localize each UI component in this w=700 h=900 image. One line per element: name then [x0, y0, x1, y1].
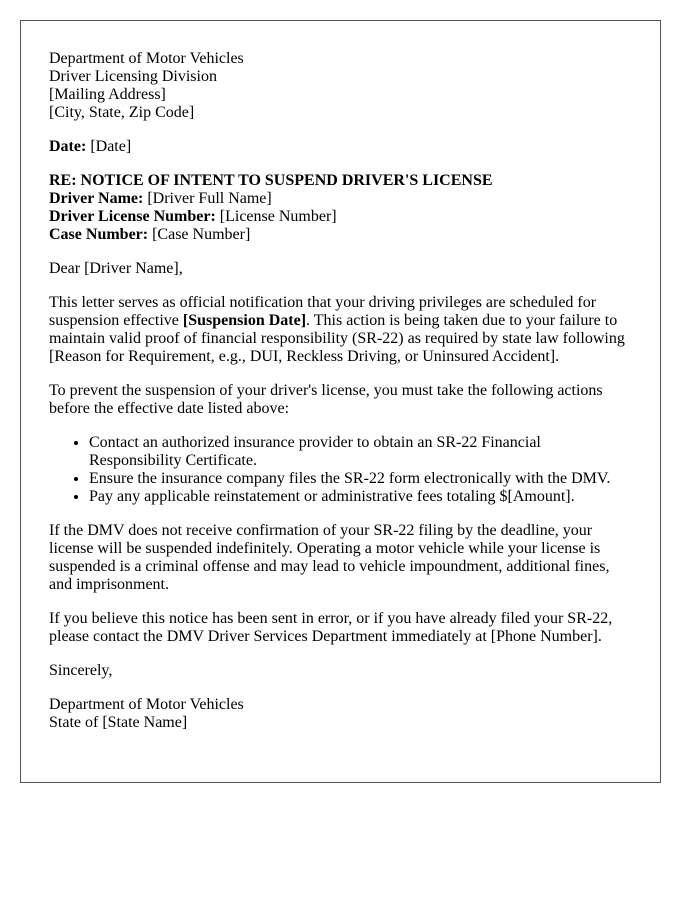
case-label: Case Number: [49, 226, 149, 243]
sender-line: [Mailing Address] [49, 86, 166, 103]
salutation: Dear [Driver Name], [49, 260, 183, 277]
text: . This action is being taken due to your failure to maintain valid proof of financial responsibility (SR-22) as required by state law following [Reason for Requirement, e.g., DUI, Reckless Driving, or Uninsured Accident]. [49, 312, 625, 365]
action-list [49, 434, 632, 506]
subject: RE: NOTICE OF INTENT TO SUSPEND DRIVER'S LICENSE [49, 172, 493, 189]
license-number: [License Number] [219, 208, 337, 225]
paragraph-consequences: If the DMV does not receive confirmation of your SR-22 filing by the deadline, your license will be suspended indefinitely. Operating a motor vehicle while your license is suspended is a criminal offense and may lead to vehicle impoundment, additional fines, and imprisonment. [49, 522, 610, 593]
sender-address [49, 50, 632, 122]
list-item: • Pay any applicable reinstatement or administrative fees totaling $[Amount]. [89, 488, 632, 506]
driver-name-label: Driver Name: [49, 190, 144, 207]
date-label: Date: [49, 138, 87, 155]
signature-line: Department of Motor Vehicles [49, 696, 244, 713]
list-item: • Ensure the insurance company files the SR-22 form electronically with the DMV. [89, 470, 632, 488]
driver-name: [Driver Full Name] [147, 190, 272, 207]
signature-line: State of [State Name] [49, 714, 188, 731]
reference-block [49, 172, 632, 244]
case-number: [Case Number] [152, 226, 251, 243]
license-label: Driver License Number: [49, 208, 216, 225]
sender-line: Driver Licensing Division [49, 68, 217, 85]
signature [49, 696, 632, 732]
letter [20, 20, 661, 783]
date-value: [Date] [90, 138, 132, 155]
text: This letter serves as official notification that your driving privileges are scheduled for suspension effective [49, 294, 597, 329]
date-line [49, 138, 632, 156]
sender-line: [City, State, Zip Code] [49, 104, 195, 121]
paragraph-contact: If you believe this notice has been sent in error, or if you have already filed your SR-22, please contact the DMV Driver Services Department immediately at [Phone Number]. [49, 610, 613, 645]
paragraph-notification [49, 294, 632, 366]
sender-line: Department of Motor Vehicles [49, 50, 244, 67]
suspension-date: [Suspension Date] [182, 312, 307, 329]
paragraph-instructions: To prevent the suspension of your driver's license, you must take the following actions before the effective date listed above: [49, 382, 603, 417]
list-item: • Contact an authorized insurance provider to obtain an SR-22 Financial Responsibility Certificate. [89, 434, 632, 470]
closing: Sincerely, [49, 662, 113, 679]
